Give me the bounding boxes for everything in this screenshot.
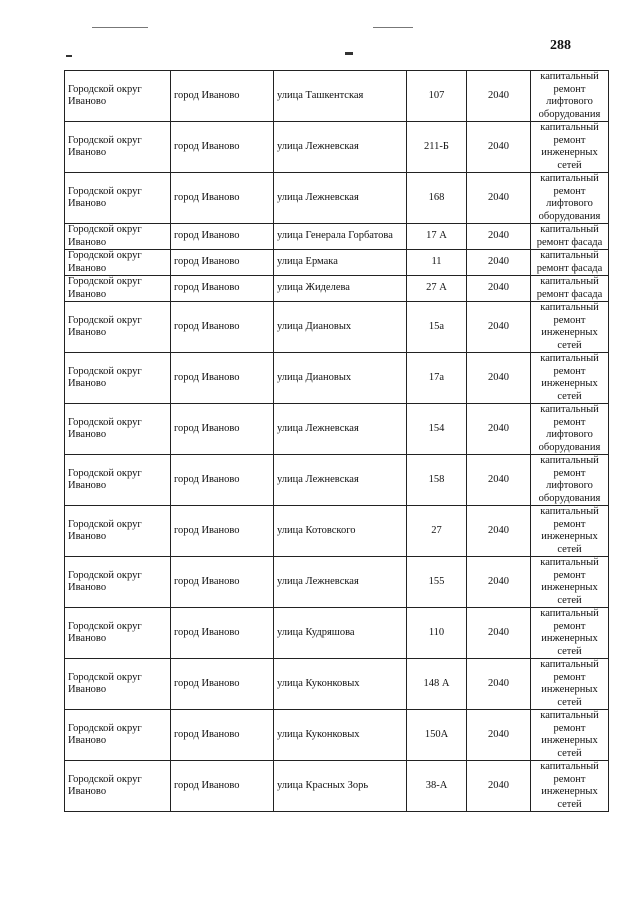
year-cell: 2040 [467,761,531,812]
district-cell: Городской округ Иваново [65,276,171,302]
street-cell: улица Жиделева [274,276,407,302]
year-cell: 2040 [467,608,531,659]
year-cell: 2040 [467,122,531,173]
city-cell: город Иваново [171,302,274,353]
house-cell: 27 А [407,276,467,302]
district-cell: Городской округ Иваново [65,710,171,761]
house-cell: 110 [407,608,467,659]
street-cell: улица Лежневская [274,557,407,608]
work-type-cell: капитальный ремонт лифтового оборудования [531,455,609,506]
city-cell: город Иваново [171,557,274,608]
work-type-cell: капитальный ремонт фасада [531,224,609,250]
street-cell: улица Кудряшова [274,608,407,659]
table-row [65,608,609,659]
street-cell: улица Диановых [274,353,407,404]
house-cell: 150А [407,710,467,761]
city-cell: город Иваново [171,122,274,173]
street-cell: улица Лежневская [274,122,407,173]
city-cell: город Иваново [171,353,274,404]
work-type-cell: капитальный ремонт инженерных сетей [531,302,609,353]
table-row [65,761,609,812]
house-cell: 38-А [407,761,467,812]
street-cell: улица Ермака [274,250,407,276]
work-type-cell: капитальный ремонт инженерных сетей [531,608,609,659]
street-cell: улица Котовского [274,506,407,557]
district-cell: Городской округ Иваново [65,353,171,404]
district-cell: Городской округ Иваново [65,173,171,224]
year-cell: 2040 [467,404,531,455]
city-cell: город Иваново [171,71,274,122]
table-row [65,557,609,608]
year-cell: 2040 [467,224,531,250]
house-cell: 158 [407,455,467,506]
year-cell: 2040 [467,659,531,710]
district-cell: Городской округ Иваново [65,122,171,173]
street-cell: улица Куконковых [274,710,407,761]
street-cell: улица Лежневская [274,404,407,455]
work-type-cell: капитальный ремонт фасада [531,250,609,276]
district-cell: Городской округ Иваново [65,302,171,353]
street-cell: улица Куконковых [274,659,407,710]
year-cell: 2040 [467,506,531,557]
repair-schedule-table [64,70,609,812]
work-type-cell: капитальный ремонт фасада [531,276,609,302]
street-cell: улица Лежневская [274,173,407,224]
table-row [65,455,609,506]
city-cell: город Иваново [171,608,274,659]
house-cell: 155 [407,557,467,608]
district-cell: Городской округ Иваново [65,608,171,659]
year-cell: 2040 [467,353,531,404]
street-cell: улица Диановых [274,302,407,353]
house-cell: 211-Б [407,122,467,173]
house-cell: 168 [407,173,467,224]
city-cell: город Иваново [171,404,274,455]
district-cell: Городской округ Иваново [65,71,171,122]
work-type-cell: капитальный ремонт инженерных сетей [531,506,609,557]
city-cell: город Иваново [171,761,274,812]
district-cell: Городской округ Иваново [65,404,171,455]
street-cell: улица Ташкентская [274,71,407,122]
district-cell: Городской округ Иваново [65,761,171,812]
work-type-cell: капитальный ремонт лифтового оборудования [531,71,609,122]
street-cell: улица Лежневская [274,455,407,506]
district-cell: Городской округ Иваново [65,250,171,276]
table-row [65,122,609,173]
city-cell: город Иваново [171,173,274,224]
table-row [65,250,609,276]
table-row [65,302,609,353]
table-row [65,276,609,302]
house-cell: 154 [407,404,467,455]
street-cell: улица Красных Зорь [274,761,407,812]
work-type-cell: капитальный ремонт инженерных сетей [531,761,609,812]
work-type-cell: капитальный ремонт инженерных сетей [531,710,609,761]
city-cell: город Иваново [171,224,274,250]
year-cell: 2040 [467,557,531,608]
table-row [65,224,609,250]
city-cell: город Иваново [171,276,274,302]
work-type-cell: капитальный ремонт инженерных сетей [531,659,609,710]
house-cell: 27 [407,506,467,557]
work-type-cell: капитальный ремонт инженерных сетей [531,557,609,608]
table-row [65,659,609,710]
year-cell: 2040 [467,276,531,302]
house-cell: 17 А [407,224,467,250]
year-cell: 2040 [467,455,531,506]
house-cell: 148 А [407,659,467,710]
house-cell: 107 [407,71,467,122]
table-row [65,71,609,122]
table-row [65,506,609,557]
district-cell: Городской округ Иваново [65,659,171,710]
table-row [65,353,609,404]
year-cell: 2040 [467,302,531,353]
district-cell: Городской округ Иваново [65,557,171,608]
year-cell: 2040 [467,173,531,224]
work-type-cell: капитальный ремонт лифтового оборудования [531,404,609,455]
city-cell: город Иваново [171,455,274,506]
year-cell: 2040 [467,71,531,122]
street-cell: улица Генерала Горбатова [274,224,407,250]
district-cell: Городской округ Иваново [65,455,171,506]
table-row [65,404,609,455]
year-cell: 2040 [467,250,531,276]
city-cell: город Иваново [171,250,274,276]
city-cell: город Иваново [171,506,274,557]
table-row [65,710,609,761]
scan-mark-top-1 [92,27,148,28]
house-cell: 17а [407,353,467,404]
work-type-cell: капитальный ремонт инженерных сетей [531,122,609,173]
scan-mark-top-4 [66,55,72,57]
district-cell: Городской округ Иваново [65,506,171,557]
house-cell: 11 [407,250,467,276]
work-type-cell: капитальный ремонт лифтового оборудования [531,173,609,224]
city-cell: город Иваново [171,710,274,761]
city-cell: город Иваново [171,659,274,710]
year-cell: 2040 [467,710,531,761]
scan-mark-top-2 [373,27,413,28]
work-type-cell: капитальный ремонт инженерных сетей [531,353,609,404]
house-cell: 15а [407,302,467,353]
district-cell: Городской округ Иваново [65,224,171,250]
scan-mark-top-3 [345,52,353,55]
table-row [65,173,609,224]
page-number: 288 [550,38,571,53]
